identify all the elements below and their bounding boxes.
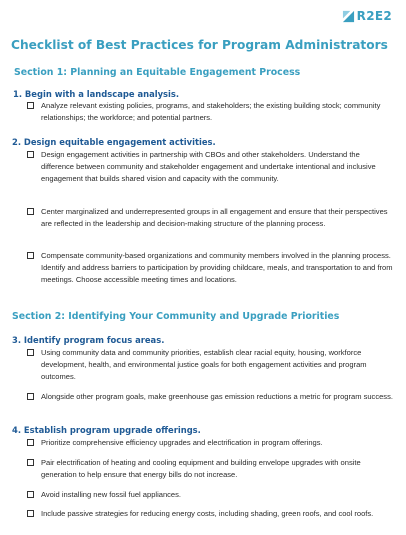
checkbox-icon[interactable] xyxy=(27,393,34,400)
logo xyxy=(342,9,392,23)
checkbox-icon[interactable] xyxy=(27,349,34,356)
checkbox-icon[interactable] xyxy=(27,102,34,109)
checklist-item xyxy=(27,391,393,403)
checklist-item-text: Include passive strategies for reducing energy costs, including shading, green roofs, and cool roofs. xyxy=(41,509,374,518)
checklist-item xyxy=(27,489,393,501)
checklist-item xyxy=(27,250,393,287)
section-2-title: Section 2: Identifying Your Community and Upgrade Priorities xyxy=(12,311,340,322)
checklist-item-text: Analyze relevant existing policies, programs, and stakeholders; the existing building stock; community relationships; the workforce; and potential partners. xyxy=(41,101,381,123)
checklist-item xyxy=(27,149,393,186)
checklist-item-text: Avoid installing new fossil fuel appliances. xyxy=(41,490,181,499)
r2e2-logo-icon xyxy=(342,10,355,23)
checklist-item-text: Design engagement activities in partnership with CBOs and other stakeholders. Understand the difference between community and stakeholder engagement and undertake intentional and inclusive engagement that builds shared vision and capacity with the community. xyxy=(41,150,376,184)
checklist-item-text: Compensate community-based organizations and community members involved in the planning process. Identify and address barriers to participation by providing childcare, meals, and transportation to and from meetings. Choose accessible meeting times and locations. xyxy=(41,251,393,285)
checkbox-icon[interactable] xyxy=(27,252,34,259)
subsection-2-title: 2. Design equitable engagement activities. xyxy=(12,137,216,147)
checklist-item-text: Alongside other program goals, make greenhouse gas emission reductions a metric for program success. xyxy=(41,392,393,401)
checkbox-icon[interactable] xyxy=(27,459,34,466)
checklist-item xyxy=(27,347,393,384)
checkbox-icon[interactable] xyxy=(27,439,34,446)
checkbox-icon[interactable] xyxy=(27,510,34,517)
subsection-3-title: 3. Identify program focus areas. xyxy=(12,335,165,345)
checklist-item-text: Center marginalized and underrepresented groups in all engagement and ensure that their perspectives are reflected in the leadership and decision-making structure of the planning process. xyxy=(41,207,388,229)
checklist-item xyxy=(27,206,393,230)
checkbox-icon[interactable] xyxy=(27,491,34,498)
checklist-item xyxy=(27,100,393,124)
checklist-item xyxy=(27,437,393,449)
checklist-item-text: Pair electrification of heating and cooling equipment and building envelope upgrades with onsite generation to help ensure that energy bills do not increase. xyxy=(41,458,361,480)
subsection-1-title: 1. Begin with a landscape analysis. xyxy=(13,89,180,99)
page-title: Checklist of Best Practices for Program Administrators xyxy=(11,38,388,52)
checkbox-icon[interactable] xyxy=(27,151,34,158)
checklist-item xyxy=(27,508,393,520)
subsection-4-title: 4. Establish program upgrade offerings. xyxy=(12,425,201,435)
checklist-item xyxy=(27,457,393,481)
checkbox-icon[interactable] xyxy=(27,208,34,215)
logo-text: R2E2 xyxy=(356,9,392,23)
checklist-item-text: Prioritize comprehensive efficiency upgrades and electrification in program offerings. xyxy=(41,438,323,447)
section-1-title: Section 1: Planning an Equitable Engagement Process xyxy=(14,67,301,78)
checklist-item-text: Using community data and community priorities, establish clear racial equity, housing, workforce development, health, and environmental justice goals for both engagement activities and program outcomes. xyxy=(41,348,367,382)
